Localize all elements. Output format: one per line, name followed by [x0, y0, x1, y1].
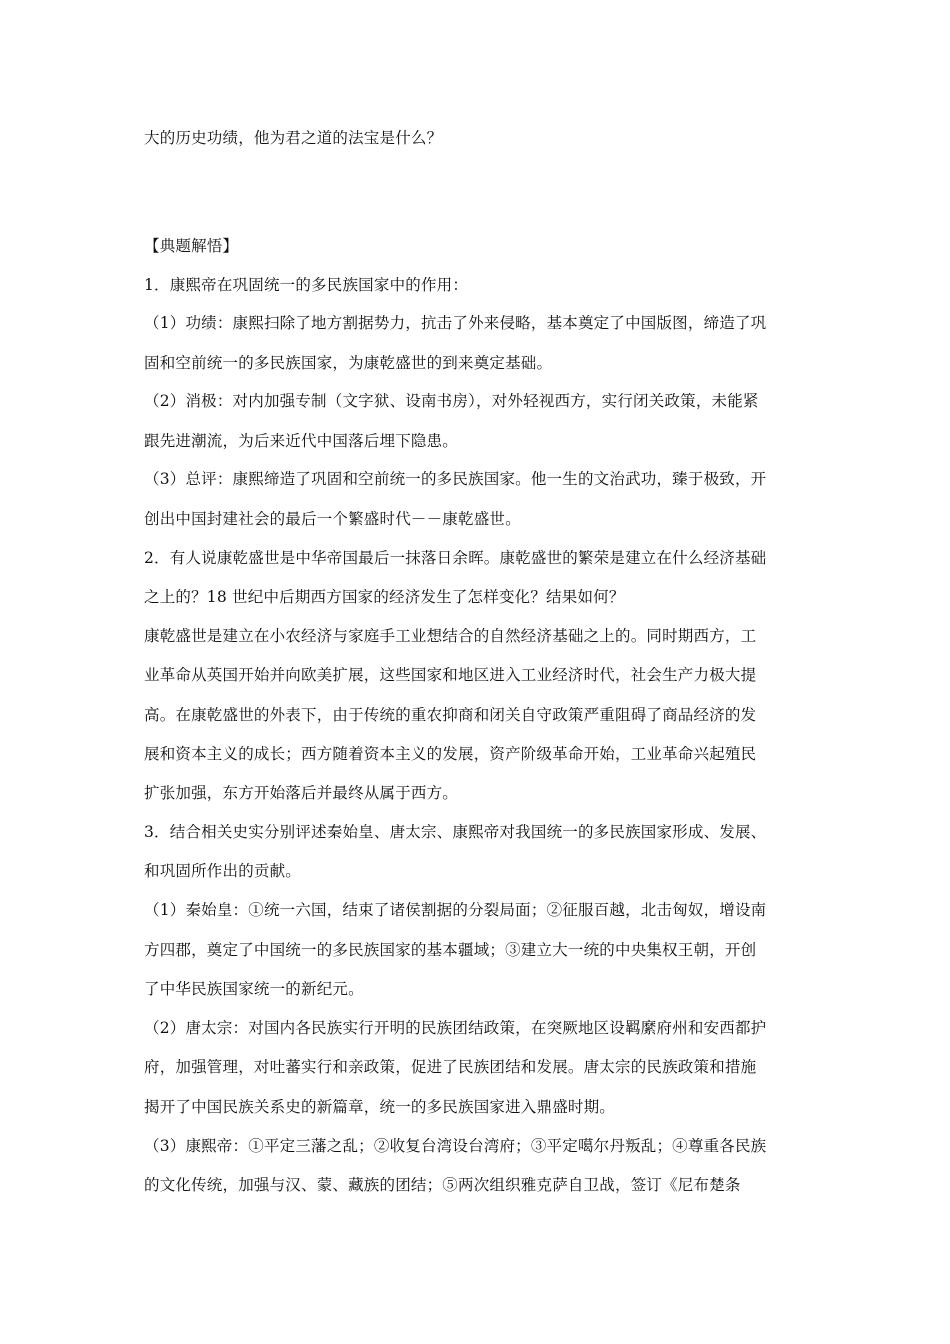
answer-3-1-line-3: 了中华民族国家统一的新纪元。: [144, 980, 364, 998]
question-3-line-1: 3．结合相关史实分别评述秦始皇、唐太宗、康熙帝对我国统一的多民族国家形成、发展、: [144, 823, 767, 841]
answer-1-1-line-2: 固和空前统一的多民族国家，为康乾盛世的到来奠定基础。: [144, 354, 553, 372]
answer-3-2-line-3: 揭开了中国民族关系史的新篇章，统一的多民族国家进入鼎盛时期。: [144, 1098, 616, 1116]
answer-2-line-4: 展和资本主义的成长；西方随着资本主义的发展，资产阶级革命开始，工业革命兴起殖民: [144, 745, 757, 763]
answer-1-1-line-1: （1）功绩：康熙扫除了地方割据势力，抗击了外来侵略，基本奠定了中国版图，缔造了巩: [144, 314, 767, 332]
question-1-title: 1．康熙帝在巩固统一的多民族国家中的作用：: [144, 276, 469, 294]
answer-2-line-1: 康乾盛世是建立在小农经济与家庭手工业想结合的自然经济基础之上的。同时期西方，工: [144, 627, 757, 645]
answer-3-3-line-2: 的文化传统，加强与汉、蒙、藏族的团结；⑤两次组织雅克萨自卫战，签订《尼布楚条: [144, 1176, 741, 1194]
answer-2-line-2: 业革命从英国开始并向欧美扩展，这些国家和地区进入工业经济时代，社会生产力极大提: [144, 666, 757, 684]
answer-2-line-3: 高。在康乾盛世的外表下，由于传统的重农抑商和闭关自守政策严重阻碍了商品经济的发: [144, 706, 757, 724]
question-2-line-1: 2．有人说康乾盛世是中华帝国最后一抹落日余晖。康乾盛世的繁荣是建立在什么经济基础: [144, 549, 767, 567]
answer-1-3-line-2: 创出中国封建社会的最后一个繁盛时代－－康乾盛世。: [144, 510, 521, 528]
question-3-line-2: 和巩固所作出的贡献。: [144, 862, 302, 880]
answer-1-2-line-2: 跟先进潮流，为后来近代中国落后埋下隐患。: [144, 432, 459, 450]
answer-3-3-line-1: （3）康熙帝：①平定三藩之乱；②收复台湾设台湾府；③平定噶尔丹叛乱；④尊重各民族: [144, 1137, 767, 1155]
intro-tail-text: 大的历史功绩，他为君之道的法宝是什么？: [144, 129, 443, 147]
section-heading: 【典题解悟】: [144, 237, 239, 255]
answer-2-line-5: 扩张加强，东方开始落后并最终从属于西方。: [144, 784, 459, 802]
answer-3-1-line-1: （1）秦始皇：①统一六国，结束了诸侯割据的分裂局面；②征服百越，北击匈奴，增设南: [144, 901, 767, 919]
answer-3-1-line-2: 方四郡，奠定了中国统一的多民族国家的基本疆域；③建立大一统的中央集权王朝，开创: [144, 941, 757, 959]
question-2-line-2: 之上的？18 世纪中后期西方国家的经济发生了怎样变化？结果如何？: [144, 588, 625, 606]
answer-3-2-line-1: （2）唐太宗：对国内各民族实行开明的民族团结政策，在突厥地区设羁縻府州和安西都护: [144, 1019, 767, 1037]
answer-3-2-line-2: 府，加强管理，对吐蕃实行和亲政策，促进了民族团结和发展。唐太宗的民族政策和措施: [144, 1058, 757, 1076]
answer-1-2-line-1: （2）消极：对内加强专制（文字狱、设南书房），对外轻视西方，实行闭关政策，未能紧: [144, 392, 759, 410]
answer-1-3-line-1: （3）总评：康熙缔造了巩固和空前统一的多民族国家。他一生的文治武功，臻于极致，开: [144, 470, 767, 488]
